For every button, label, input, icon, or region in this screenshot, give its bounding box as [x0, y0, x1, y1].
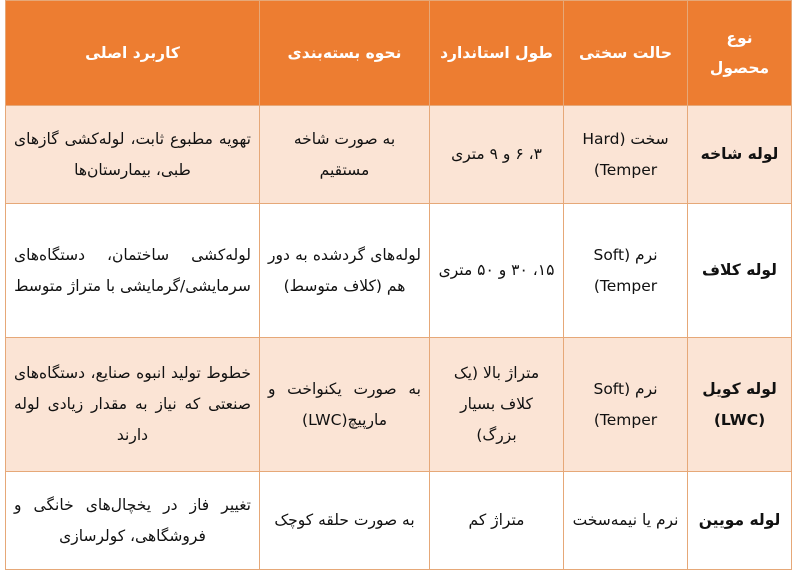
cell-hardness: نرم (Soft Temper): [564, 204, 688, 338]
cell-packaging: به صورت شاخه مستقیم: [260, 106, 430, 204]
cell-packaging: به صورت یکنواخت و مارپیچ(LWC): [260, 338, 430, 472]
cell-length: ۳، ۶ و ۹ متری: [430, 106, 564, 204]
cell-usage: خطوط تولید انبوه صنایع، دستگاه‌های صنعتی که نیاز به مقدار زیادی لوله دارند: [6, 338, 260, 472]
cell-product-type: لوله کلاف: [688, 204, 792, 338]
cell-product-type: لوله مویین: [688, 472, 792, 570]
cell-product-type: لوله شاخه: [688, 106, 792, 204]
cell-length: متراژ بالا (یک کلاف بسیار بزرگ): [430, 338, 564, 472]
cell-packaging: به صورت حلقه کوچک: [260, 472, 430, 570]
cell-usage: تهویه مطبوع ثابت، لوله‌کشی گازهای طبی، بیمارستان‌ها: [6, 106, 260, 204]
header-hardness: حالت سختی: [564, 1, 688, 106]
table-header-row: [6, 1, 792, 106]
product-table-container: [5, 0, 791, 570]
cell-hardness: نرم (Soft Temper): [564, 338, 688, 472]
table-row: [6, 338, 792, 472]
cell-hardness: نرم یا نیمه‌سخت: [564, 472, 688, 570]
cell-product-type: لوله کویل (LWC): [688, 338, 792, 472]
cell-usage: لوله‌کشی ساختمان، دستگاه‌های سرمایشی/گرمایشی با متراژ متوسط: [6, 204, 260, 338]
cell-length: ۱۵، ۳۰ و ۵۰ متری: [430, 204, 564, 338]
cell-hardness: سخت (Hard Temper): [564, 106, 688, 204]
table-row: [6, 106, 792, 204]
table-row: [6, 472, 792, 570]
copper-pipe-types-table: [5, 0, 792, 570]
cell-length: متراژ کم: [430, 472, 564, 570]
table-row: [6, 204, 792, 338]
cell-usage: تغییر فاز در یخچال‌های خانگی و فروشگاهی، کولرسازی: [6, 472, 260, 570]
cell-packaging: لوله‌های گردشده به دور هم (کلاف متوسط): [260, 204, 430, 338]
header-packaging: نحوه بسته‌بندی: [260, 1, 430, 106]
header-product-type: نوع محصول: [688, 1, 792, 106]
header-usage: کاربرد اصلی: [6, 1, 260, 106]
header-length: طول استاندارد: [430, 1, 564, 106]
